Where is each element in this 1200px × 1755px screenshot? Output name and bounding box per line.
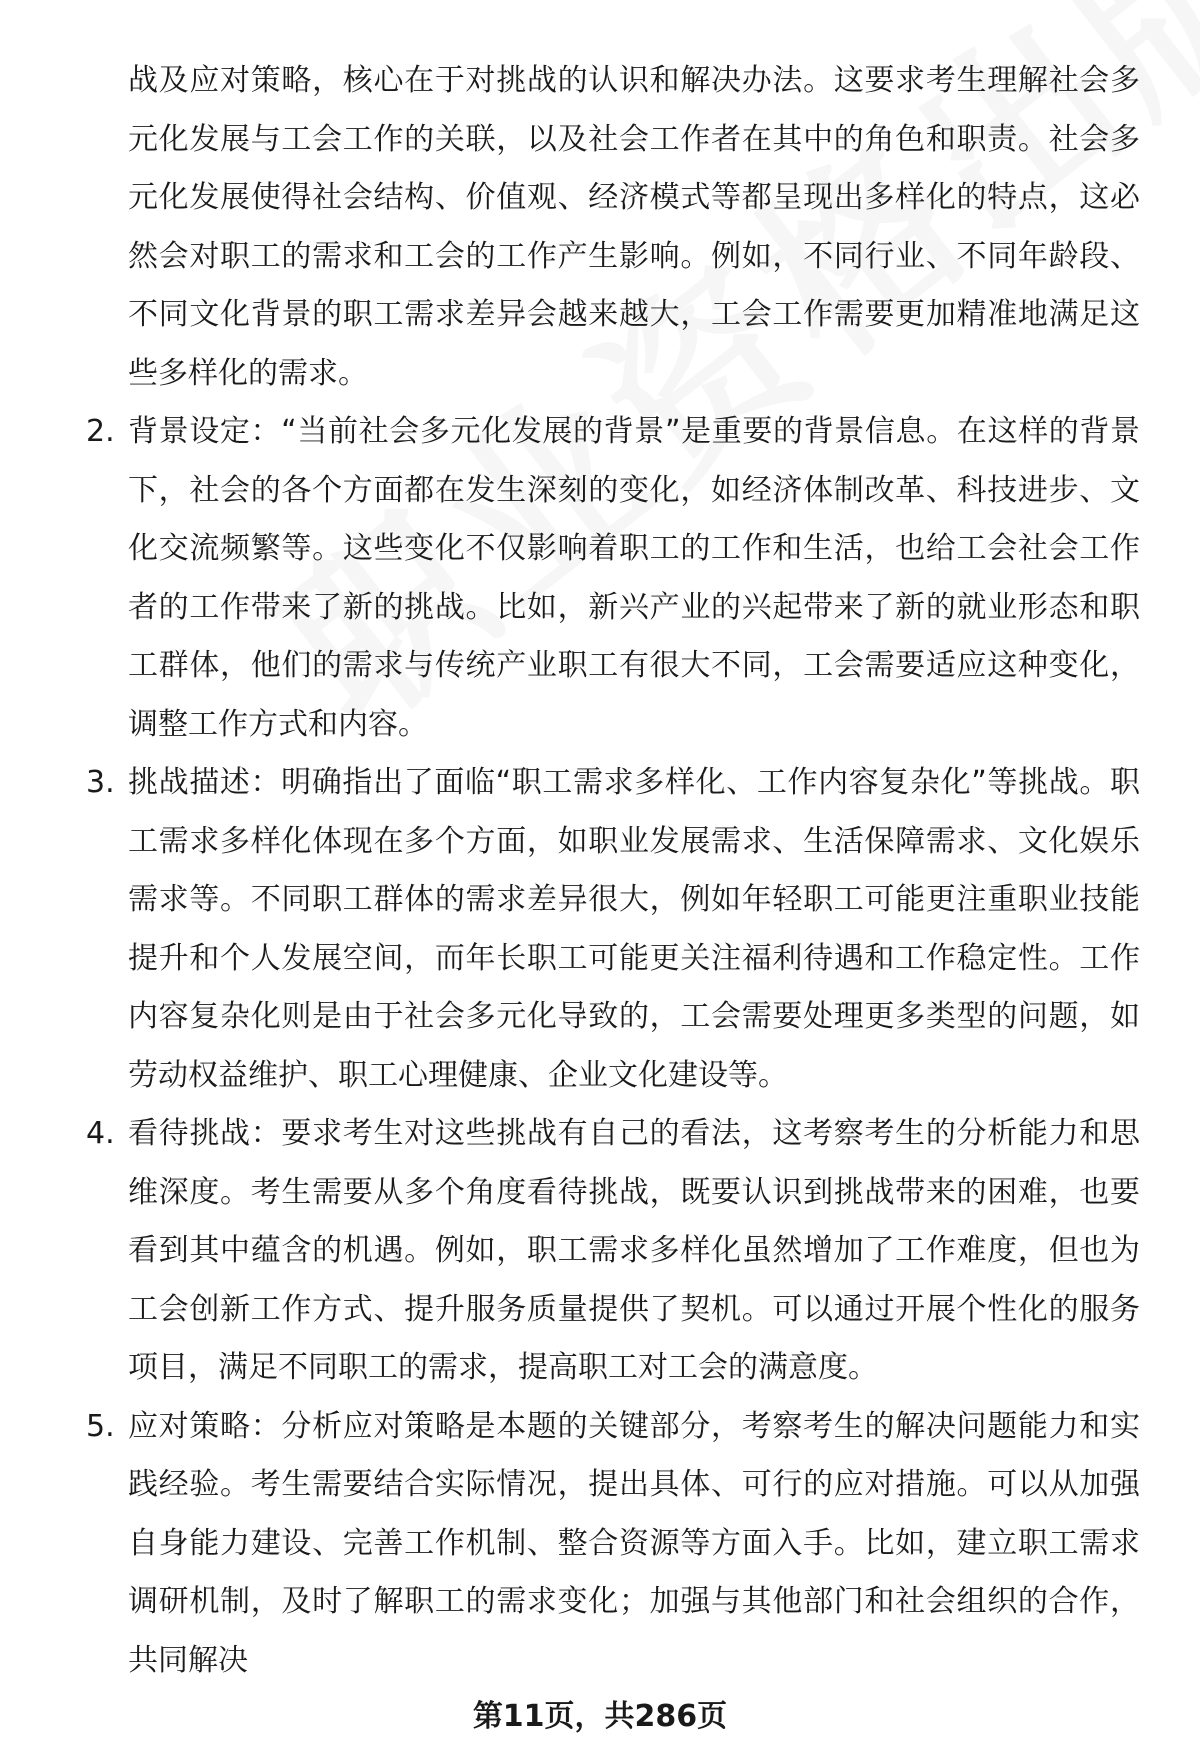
list-item-text: 背景设定：“当前社会多元化发展的背景”是重要的背景信息。在这样的背景下，社会的各个方面都在发生深刻的变化，如经济体制改革、科技进步、文化交流频繁等。这些变化不仅影响着职工的工作和生活，也给工会社会工作者的工作带来了新的挑战。比如，新兴产业的兴起带来了新的就业形态和职工群体，他们的需求与传统产业职工有很大不同，工会需要适应这种变化，调整工作方式和内容。 <box>128 414 1140 742</box>
page-content <box>0 52 1200 1690</box>
list-item-text: 应对策略：分析应对策略是本题的关键部分，考察考生的解决问题能力和实践经验。考生需要结合实际情况，提出具体、可行的应对措施。可以从加强自身能力建设、完善工作机制、整合资源等方面入手。比如，建立职工需求调研机制，及时了解职工的需求变化；加强与其他部门和社会组织的合作，共同解决 <box>128 1408 1140 1678</box>
intro-paragraph: 战及应对策略，核心在于对挑战的认识和解决办法。这要求考生理解社会多元化发展与工会工作的关联，以及社会工作者在其中的角色和职责。社会多元化发展使得社会结构、价值观、经济模式等都呈现出多样化的特点，这必然会对职工的需求和工会的工作产生影响。例如，不同行业、不同年龄段、不同文化背景的职工需求差异会越来越大，工会工作需要更加精准地满足这些多样化的需求。 <box>128 63 1140 391</box>
list-item-number: 3. <box>86 765 115 800</box>
list-item-text: 看待挑战：要求考生对这些挑战有自己的看法，这考察考生的分析能力和思维深度。考生需要从多个角度看待挑战，既要认识到挑战带来的困难，也要看到其中蕴含的机遇。例如，职工需求多样化虽然增加了工作难度，但也为工会创新工作方式、提升服务质量提供了契机。可以通过开展个性化的服务项目，满足不同职工的需求，提高职工对工会的满意度。 <box>128 1116 1140 1385</box>
list-item-5 <box>0 1398 1200 1691</box>
list-item-number: 4. <box>86 1116 115 1151</box>
page-footer <box>0 1697 1200 1737</box>
list-item-4 <box>0 1105 1200 1398</box>
list-item-number: 2. <box>86 414 115 449</box>
list-item-2 <box>0 403 1200 754</box>
list-item-3 <box>0 754 1200 1105</box>
page-number-label: 第11页，共286页 <box>472 1699 728 1734</box>
list-item-number: 5. <box>86 1408 115 1444</box>
list-item-text: 挑战描述：明确指出了面临“职工需求多样化、工作内容复杂化”等挑战。职工需求多样化体现在多个方面，如职业发展需求、生活保障需求、文化娱乐需求等。不同职工群体的需求差异很大，例如年轻职工可能更注重职业技能提升和个人发展空间，而年长职工可能更关注福利待遇和工作稳定性。工作内容复杂化则是由于社会多元化导致的，工会需要处理更多类型的问题，如劳动权益维护、职工心理健康、企业文化建设等。 <box>128 765 1140 1093</box>
